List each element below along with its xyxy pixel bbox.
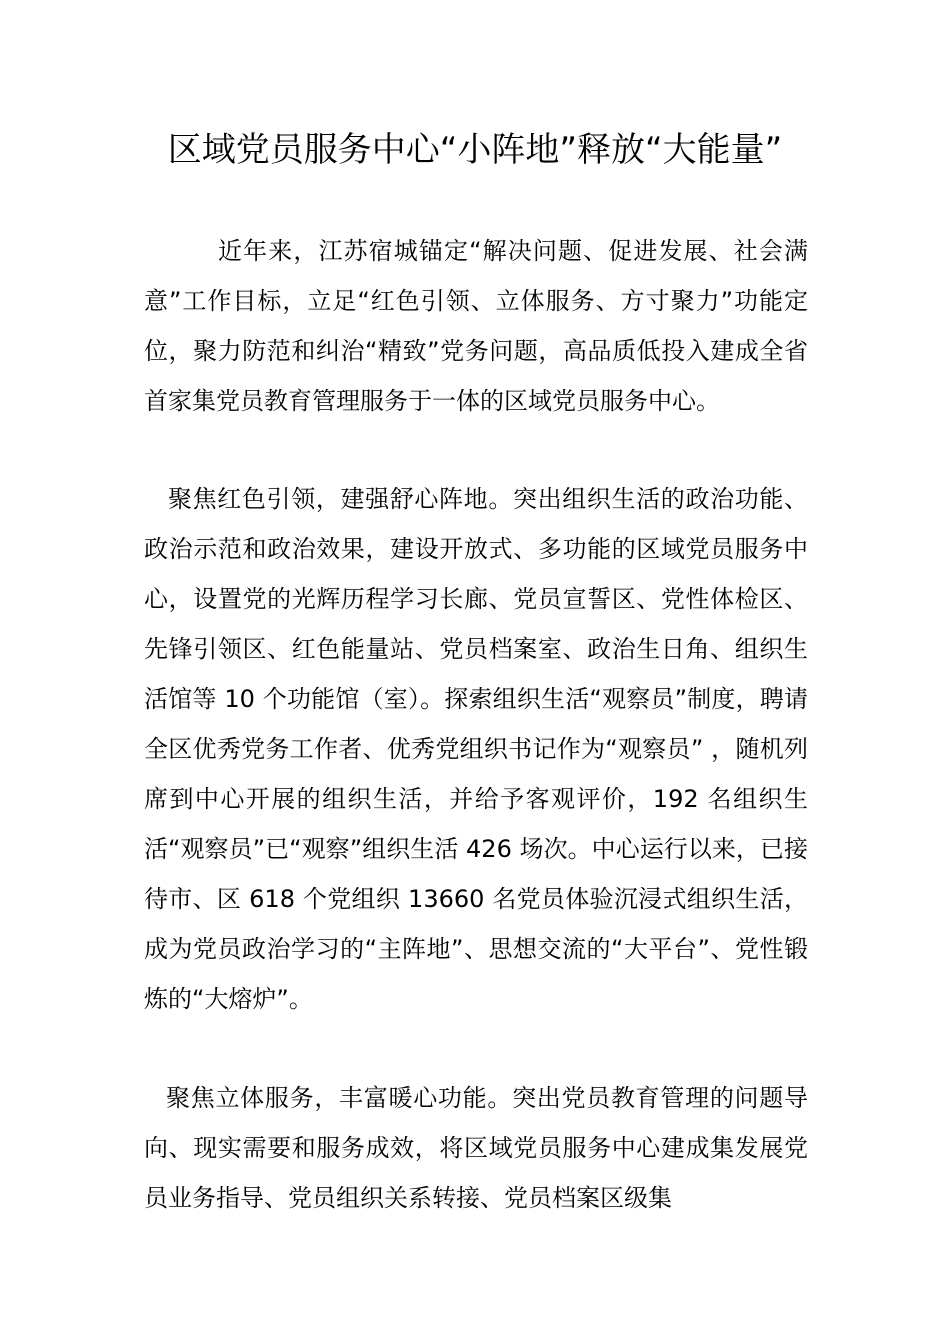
document-title: 区域党员服务中心“小阵地”释放“大能量” (167, 130, 783, 170)
paragraph-service: 聚焦立体服务，丰富暖心功能。突出党员教育管理的问题导向、现实需要和服务成效，将区域党员服务中心建成集发展党员业务指导、党员组织关系转接、党员档案区级集 (144, 1084, 808, 1212)
paragraph-intro: 近年来，江苏宿城锚定“解决问题、促进发展、社会满意”工作目标，立足“红色引领、立体服务、方寸聚力”功能定位，聚力防范和纠治“精致”党务问题，高品质低投入建成全省首家集党员教育管理服务于一体的区域党员服务中心。 (144, 237, 808, 415)
paragraph-red-leadership: 聚焦红色引领，建强舒心阵地。突出组织生活的政治功能、政治示范和政治效果，建设开放式、多功能的区域党员服务中心，设置党的光辉历程学习长廊、党员宣誓区、党性体检区、先锋引领区、红色能量站、党员档案室、政治生日角、组织生活馆等 10 个功能馆（室）。探索组织生活“观察员”制度，聘请全区优秀党务工作者、优秀党组织书记作为“观察员” ，随机列席到中心开展的组织生活，并给予客观评价，192 名组织生活“观察员”已“观察”组织生活 426 场次。中心运行以来，已接待市、区 618 个党组织 13660 名党员体验沉浸式组织生活，成为党员政治学习的“主阵地”、思想交流的“大平台”、党性锻炼的“大熔炉”。 (144, 485, 808, 1013)
